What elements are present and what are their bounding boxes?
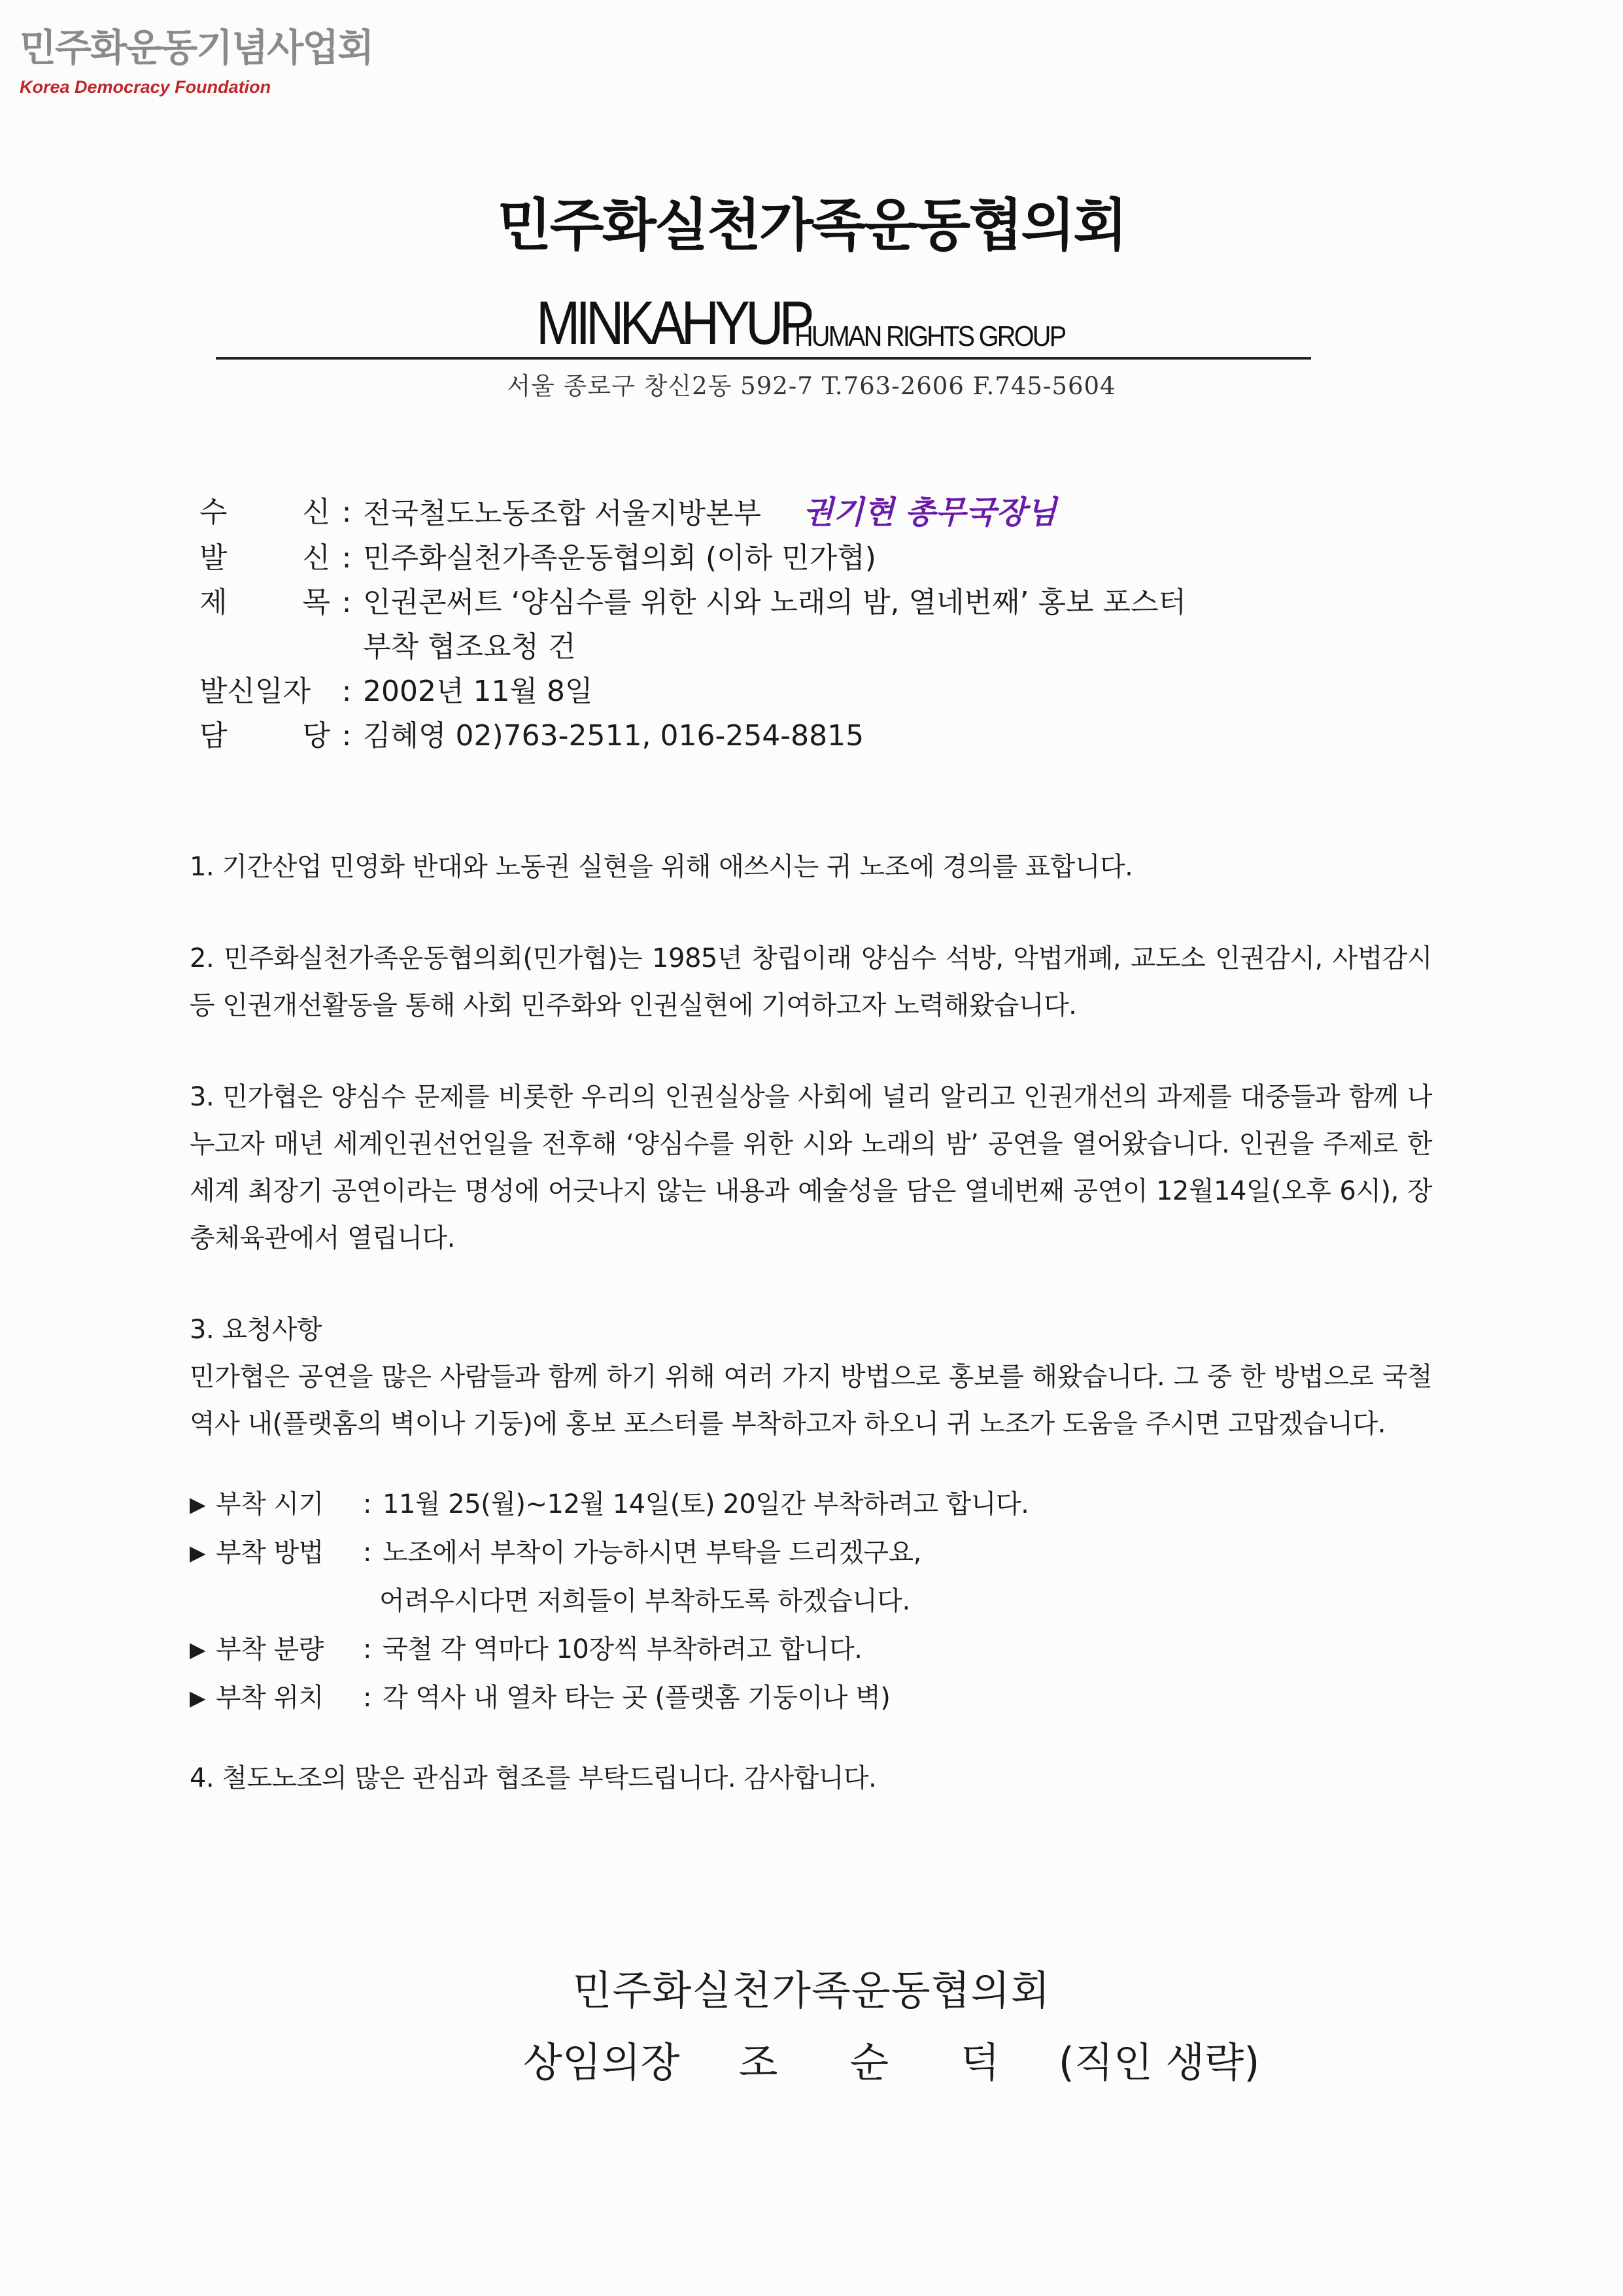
field-colon: : <box>341 541 352 575</box>
field-label: 발신일자 <box>199 675 311 708</box>
letterhead-org-en-big: MINKAHYUP <box>536 288 810 357</box>
recipient-value: 전국철도노동조합 서울지방본부 <box>363 497 762 530</box>
watermark-name-ko: 민주화운동기념사업회 <box>20 25 373 70</box>
bullet-value: 11월 25(월)~12월 14일(토) 20일간 부착하려고 합니다. <box>383 1489 1029 1519</box>
field-label <box>199 581 330 669</box>
contact-value: 김혜영 02)763-2511, 016-254-8815 <box>363 719 864 752</box>
subject-value: 인권콘써트 ‘양심수를 위한 시와 노래의 밤, 열네번째’ 홍보 포스터 부착 협조요청 건 <box>363 586 1186 664</box>
field-colon: : <box>341 675 352 708</box>
field-label <box>199 490 330 536</box>
date-value: 2002년 11월 8일 <box>363 675 593 708</box>
signature-name-char: 조 <box>738 2038 778 2086</box>
signature-note: (직인 생략) <box>1058 2038 1260 2086</box>
signature-name-char: 순 <box>849 2038 889 2086</box>
letter-body <box>190 843 1432 1846</box>
bullet-colon: : <box>363 1683 371 1713</box>
paragraph-3: 3. 민가협은 양심수 문제를 비롯한 우리의 인권실상을 사회에 널리 알리고 인권개선의 과제를 대중들과 함께 나누고자 매년 세계인권선언일을 전후해 ‘양심수를 위한 시와 노래의 밤’ 공연을 열어왔습니다. 인권을 주제로 한 세계 최장기 공연이라는 명성에 어긋나지 않는 내용과 예술성을 담은 열네번째 공연이 12월14일(오후 6시), 장충체육관에서 열립니다. <box>190 1082 1432 1253</box>
field-label <box>199 536 330 581</box>
bullet-arrow-icon: ▶ <box>190 1637 206 1662</box>
field-colon: : <box>341 719 352 752</box>
letterhead-org-en <box>536 288 1065 358</box>
bullet-colon: : <box>363 1538 371 1568</box>
paragraph-1: 1. 기간산업 민영화 반대와 노동권 실현을 위해 애쓰시는 귀 노조에 경의를 표합니다. <box>190 852 1133 882</box>
request-title: 3. 요청사항 <box>190 1315 322 1345</box>
request-bullets <box>190 1480 1432 1722</box>
field-recipient <box>199 490 1311 536</box>
signature-title: 상임의장 <box>523 2038 680 2086</box>
header-fields <box>199 490 1311 758</box>
watermark-name-en: Korea Democracy Foundation <box>20 77 271 97</box>
letterhead-org-ko: 민주화실천가족운동협의회 <box>497 193 1126 258</box>
field-contact <box>199 714 1311 758</box>
sender-value: 민주화실천가족운동협의회 (이하 민가협) <box>363 541 876 575</box>
field-colon: : <box>341 496 352 529</box>
letterhead-divider <box>216 357 1311 360</box>
bullet-colon: : <box>363 1489 371 1519</box>
field-label-char: 신 <box>302 541 330 575</box>
bullet-item <box>190 1625 1432 1674</box>
bullet-arrow-icon: ▶ <box>190 1492 206 1517</box>
bullet-arrow-icon: ▶ <box>190 1685 206 1710</box>
field-label-char: 신 <box>302 496 330 529</box>
bullet-item <box>190 1480 1432 1528</box>
bullet-value: 노조에서 부착이 가능하시면 부탁을 드리겠구요, <box>383 1538 921 1568</box>
handwritten-note: 권기현 총무국장님 <box>803 494 1057 531</box>
signature-name-char: 덕 <box>960 2038 1000 2086</box>
field-label <box>199 714 330 758</box>
field-colon: : <box>341 586 352 619</box>
request-text: 민가협은 공연을 많은 사람들과 함께 하기 위해 여러 가지 방법으로 홍보를 해왔습니다. 그 중 한 방법으로 국철 역사 내(플랫홈의 벽이나 기둥)에 홍보 포스터를 부착하고자 하오니 귀 노조가 도움을 주시면 고맙겠습니다. <box>190 1362 1432 1439</box>
bullet-label: 부착 시기 <box>216 1489 324 1519</box>
bullet-value: 각 역사 내 열차 타는 곳 (플랫홈 기둥이나 벽) <box>383 1683 891 1713</box>
letterhead-address: 서울 종로구 창신2동 592-7 T.763-2606 F.745-5604 <box>507 372 1116 400</box>
bullet-colon: : <box>363 1634 371 1664</box>
bullet-value: 국철 각 역마다 10장씩 부착하려고 합니다. <box>383 1634 863 1664</box>
signature-name <box>739 2030 1059 2088</box>
paragraph-4: 4. 철도노조의 많은 관심과 협조를 부탁드립니다. 감사합니다. <box>190 1763 877 1793</box>
paragraph-2: 2. 민주화실천가족운동협의회(민가협)는 1985년 창립이래 양심수 석방, 악법개폐, 교도소 인권감시, 사법감시 등 인권개선활동을 통해 사회 민주화와 인권실현에 기여하고자 노력해왔습니다. <box>190 943 1432 1021</box>
field-label-char: 목 <box>302 586 330 619</box>
field-label-char: 제 <box>199 586 228 619</box>
bullet-label: 부착 분량 <box>216 1634 324 1664</box>
signature-line <box>523 2030 1259 2088</box>
field-sender <box>199 536 1311 581</box>
field-subject <box>199 581 1311 669</box>
field-label-char: 담 <box>199 719 228 752</box>
bullet-arrow-icon: ▶ <box>190 1540 206 1565</box>
field-label-char: 당 <box>302 719 330 752</box>
bullet-continuation: 어려우시다면 저희들이 부착하도록 하겠습니다. <box>379 1586 910 1616</box>
field-date <box>199 669 1311 714</box>
watermark <box>20 25 373 97</box>
bullet-item <box>190 1674 1432 1722</box>
signature-org: 민주화실천가족운동협의회 <box>572 1967 1051 2014</box>
field-label-char: 발 <box>199 541 228 575</box>
field-value <box>363 490 1311 536</box>
field-label-char: 수 <box>199 496 228 529</box>
bullet-label: 부착 방법 <box>216 1538 324 1568</box>
letterhead-org-en-small: HUMAN RIGHTS GROUP <box>794 320 1065 352</box>
bullet-item <box>190 1528 1432 1577</box>
bullet-label: 부착 위치 <box>216 1683 324 1713</box>
